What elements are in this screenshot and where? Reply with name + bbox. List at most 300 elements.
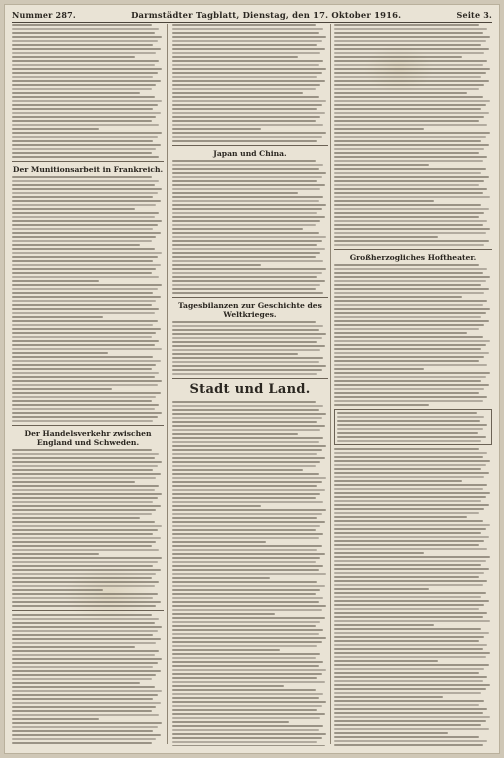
text-line — [12, 694, 158, 696]
text-line — [334, 36, 490, 38]
article-text — [334, 264, 492, 406]
text-line — [172, 373, 317, 375]
text-line — [334, 616, 483, 618]
text-line — [334, 652, 490, 654]
text-line — [334, 644, 487, 646]
text-line — [12, 148, 156, 150]
text-line — [12, 678, 152, 680]
text-line — [172, 493, 320, 495]
text-line — [12, 376, 155, 378]
text-line — [334, 596, 481, 598]
text-line — [334, 736, 479, 738]
text-line — [12, 368, 152, 370]
text-line — [334, 448, 479, 450]
text-line — [12, 52, 156, 54]
text-line — [172, 361, 319, 363]
column-2 — [172, 24, 328, 746]
text-line — [334, 320, 489, 322]
text-line — [334, 552, 424, 554]
text-line — [334, 100, 490, 102]
text-line — [334, 536, 489, 538]
text-line — [334, 288, 489, 290]
text-line — [12, 626, 162, 628]
text-line — [334, 716, 490, 718]
text-line — [12, 216, 155, 218]
text-line — [172, 212, 317, 214]
text-line — [334, 56, 462, 58]
text-line — [12, 453, 159, 455]
text-line — [12, 738, 156, 740]
text-line — [12, 304, 152, 306]
text-line — [334, 740, 487, 742]
text-line — [12, 188, 162, 190]
text-line — [334, 356, 484, 358]
text-line — [12, 505, 161, 507]
text-line — [172, 268, 326, 270]
text-line — [334, 168, 486, 170]
text-line — [12, 412, 162, 414]
text-line — [12, 236, 156, 238]
text-line — [12, 614, 152, 616]
text-line — [172, 188, 320, 190]
text-line — [172, 164, 323, 166]
page-header — [12, 9, 492, 21]
text-line — [337, 412, 477, 414]
text-line — [334, 612, 487, 614]
text-line — [172, 68, 326, 70]
text-line — [12, 392, 161, 394]
text-line — [12, 36, 162, 38]
text-line — [172, 96, 319, 98]
text-line — [172, 665, 319, 667]
text-line — [172, 72, 322, 74]
text-line — [172, 537, 319, 539]
text-line — [172, 325, 323, 327]
text-line — [12, 84, 156, 86]
text-line — [172, 521, 325, 523]
text-line — [334, 312, 486, 314]
text-line — [12, 577, 152, 579]
text-line — [334, 228, 490, 230]
text-line — [12, 702, 161, 704]
text-line — [334, 76, 481, 78]
text-line — [172, 701, 326, 703]
text-line — [172, 541, 266, 543]
text-line — [172, 92, 303, 94]
article-heading: Der Munitionsarbeit in Frankreich. — [12, 165, 164, 174]
article-text — [12, 449, 164, 607]
text-line — [334, 140, 481, 142]
text-line — [172, 401, 316, 403]
text-line — [12, 176, 152, 178]
text-line — [337, 420, 480, 422]
text-line — [172, 357, 323, 359]
text-line — [334, 532, 481, 534]
text-line — [172, 625, 316, 627]
text-line — [172, 345, 325, 347]
text-line — [334, 456, 483, 458]
text-line — [12, 581, 159, 583]
text-line — [12, 260, 153, 262]
text-line — [172, 64, 319, 66]
text-line — [12, 132, 162, 134]
text-line — [334, 376, 486, 378]
text-line — [12, 481, 135, 483]
text-line — [12, 473, 161, 475]
text-line — [172, 617, 325, 619]
text-line — [12, 140, 153, 142]
text-line — [12, 356, 153, 358]
text-line — [172, 597, 323, 599]
text-line — [12, 573, 156, 575]
text-line — [172, 132, 326, 134]
text-line — [172, 124, 323, 126]
text-line — [172, 240, 322, 242]
text-line — [172, 445, 326, 447]
article-text — [12, 24, 164, 158]
text-line — [12, 256, 158, 258]
text-line — [172, 172, 326, 174]
text-line — [172, 248, 325, 250]
text-line — [172, 180, 317, 182]
text-line — [12, 585, 155, 587]
section-rule — [12, 161, 164, 162]
text-line — [334, 152, 479, 154]
header-rule — [12, 22, 492, 23]
text-line — [334, 184, 479, 186]
text-line — [172, 573, 326, 575]
text-line — [172, 677, 317, 679]
text-line — [12, 662, 158, 664]
text-line — [12, 208, 135, 210]
text-line — [12, 541, 156, 543]
text-line — [172, 629, 323, 631]
text-line — [334, 684, 490, 686]
text-line — [334, 516, 467, 518]
text-line — [172, 505, 261, 507]
text-line — [334, 28, 487, 30]
text-line — [334, 232, 486, 234]
text-line — [12, 513, 152, 515]
text-line — [12, 72, 158, 74]
text-line — [334, 284, 481, 286]
text-line — [172, 713, 325, 715]
text-line — [12, 501, 153, 503]
text-line — [12, 404, 159, 406]
text-line — [12, 465, 158, 467]
text-line — [334, 404, 429, 406]
text-line — [172, 565, 323, 567]
text-line — [172, 725, 323, 727]
text-line — [334, 164, 429, 166]
text-line — [172, 112, 325, 114]
text-line — [334, 144, 489, 146]
text-line — [172, 681, 325, 683]
text-line — [334, 676, 487, 678]
text-line — [12, 252, 162, 254]
text-line — [172, 717, 320, 719]
text-line — [172, 200, 319, 202]
text-line — [12, 320, 158, 322]
text-line — [12, 104, 158, 106]
text-line — [12, 674, 156, 676]
text-line — [12, 292, 153, 294]
text-line — [172, 429, 320, 431]
text-line — [12, 509, 156, 511]
text-line — [172, 224, 316, 226]
text-line — [172, 208, 322, 210]
text-line — [172, 513, 322, 515]
text-line — [334, 24, 479, 26]
text-line — [12, 192, 158, 194]
text-line — [172, 176, 322, 178]
text-line — [12, 328, 161, 330]
text-line — [334, 640, 479, 642]
text-line — [172, 485, 317, 487]
text-line — [172, 649, 280, 651]
text-line — [172, 709, 317, 711]
text-line — [12, 288, 158, 290]
text-line — [12, 196, 153, 198]
text-line — [172, 84, 320, 86]
text-line — [12, 348, 162, 350]
text-line — [12, 212, 159, 214]
text-line — [334, 116, 484, 118]
text-line — [334, 124, 487, 126]
text-line — [334, 156, 487, 158]
text-line — [334, 560, 486, 562]
text-line — [172, 473, 319, 475]
text-line — [334, 496, 486, 498]
text-line — [334, 104, 486, 106]
text-line — [172, 437, 323, 439]
text-line — [12, 493, 162, 495]
text-line — [172, 353, 298, 355]
text-line — [12, 622, 155, 624]
article-text — [172, 321, 328, 375]
text-line — [172, 168, 319, 170]
text-line — [172, 196, 323, 198]
text-line — [12, 232, 161, 234]
text-line — [12, 654, 155, 656]
text-line — [12, 400, 152, 402]
text-line — [334, 44, 481, 46]
text-line — [334, 316, 481, 318]
text-line — [334, 108, 481, 110]
text-line — [172, 609, 322, 611]
column-separator — [330, 24, 331, 744]
text-line — [12, 449, 152, 451]
text-line — [334, 52, 484, 54]
text-line — [334, 696, 443, 698]
text-line — [334, 172, 481, 174]
text-line — [334, 624, 434, 626]
text-line — [337, 428, 483, 430]
text-line — [12, 296, 161, 298]
text-line — [172, 465, 316, 467]
text-line — [172, 453, 317, 455]
text-line — [172, 48, 325, 50]
text-line — [172, 341, 317, 343]
text-line — [172, 533, 323, 535]
text-line — [172, 733, 326, 735]
text-line — [334, 656, 486, 658]
text-line — [12, 76, 153, 78]
text-line — [334, 472, 489, 474]
text-line — [334, 176, 489, 178]
text-line — [12, 268, 156, 270]
text-line — [334, 712, 483, 714]
text-line — [172, 585, 325, 587]
text-line — [12, 280, 99, 282]
text-line — [12, 485, 159, 487]
text-line — [334, 576, 479, 578]
text-line — [12, 553, 99, 555]
text-line — [334, 452, 487, 454]
text-line — [12, 521, 155, 523]
text-line — [172, 120, 316, 122]
text-line — [334, 388, 484, 390]
text-line — [12, 461, 162, 463]
text-line — [334, 344, 486, 346]
text-line — [334, 604, 484, 606]
text-line — [172, 657, 316, 659]
text-line — [12, 228, 153, 230]
text-line — [334, 304, 483, 306]
text-line — [172, 481, 322, 483]
text-line — [12, 336, 152, 338]
text-line — [12, 152, 152, 154]
text-line — [334, 480, 462, 482]
text-line — [334, 240, 489, 242]
text-line — [334, 272, 483, 274]
text-line — [12, 682, 140, 684]
text-line — [334, 700, 484, 702]
text-line — [12, 646, 135, 648]
text-line — [172, 321, 316, 323]
text-line — [334, 204, 481, 206]
text-line — [12, 457, 155, 459]
text-line — [172, 549, 317, 551]
text-line — [334, 324, 484, 326]
text-line — [12, 420, 153, 422]
text-line — [12, 529, 158, 531]
text-line — [12, 332, 156, 334]
text-line — [334, 620, 490, 622]
text-line — [12, 96, 155, 98]
text-line — [12, 722, 162, 724]
text-line — [172, 284, 320, 286]
section-rule — [172, 297, 328, 298]
text-line — [12, 200, 161, 202]
text-line — [334, 224, 483, 226]
text-line — [334, 460, 490, 462]
text-line — [12, 264, 161, 266]
text-line — [172, 605, 326, 607]
text-line — [172, 349, 320, 351]
text-line — [172, 28, 323, 30]
text-line — [334, 468, 481, 470]
text-line — [12, 40, 158, 42]
text-line — [334, 268, 487, 270]
text-line — [334, 72, 486, 74]
text-line — [12, 316, 103, 318]
text-line — [334, 544, 479, 546]
text-line — [334, 196, 490, 198]
text-line — [172, 52, 320, 54]
text-line — [334, 112, 489, 114]
text-line — [12, 248, 155, 250]
text-line — [12, 124, 159, 126]
text-line — [12, 24, 152, 26]
text-line — [12, 180, 159, 182]
text-line — [12, 28, 159, 30]
text-line — [12, 136, 158, 138]
text-line — [172, 228, 303, 230]
text-line — [172, 601, 319, 603]
text-line — [334, 308, 490, 310]
text-line — [12, 634, 153, 636]
text-line — [12, 364, 156, 366]
text-line — [334, 564, 481, 566]
text-line — [172, 280, 325, 282]
text-line — [172, 252, 320, 254]
text-line — [172, 409, 319, 411]
text-line — [172, 581, 317, 583]
article-text — [334, 24, 492, 246]
article-heading: Großherzogliches Hoftheater. — [349, 253, 477, 262]
text-line — [12, 360, 161, 362]
text-line — [334, 572, 484, 574]
text-line — [334, 160, 483, 162]
text-line — [12, 344, 155, 346]
text-line — [12, 220, 162, 222]
text-line — [334, 32, 483, 34]
article-text — [334, 448, 492, 746]
text-line — [172, 689, 316, 691]
text-line — [334, 68, 490, 70]
text-line — [12, 565, 153, 567]
text-line — [334, 704, 479, 706]
article-text — [172, 401, 328, 746]
text-line — [172, 457, 325, 459]
text-line — [172, 365, 326, 367]
text-line — [334, 524, 490, 526]
text-line — [334, 368, 424, 370]
text-line — [12, 408, 155, 410]
text-line — [334, 340, 490, 342]
text-line — [172, 737, 322, 739]
text-line — [334, 88, 479, 90]
issue-number: Nummer 287. — [12, 10, 76, 20]
text-line — [12, 601, 161, 603]
text-line — [172, 140, 317, 142]
article-text — [337, 412, 489, 442]
text-line — [334, 92, 467, 94]
section-rule — [172, 145, 328, 146]
text-line — [334, 396, 487, 398]
text-line — [172, 337, 322, 339]
text-line — [12, 128, 99, 130]
text-line — [12, 184, 155, 186]
text-line — [172, 685, 284, 687]
text-line — [334, 60, 487, 62]
text-line — [12, 64, 155, 66]
text-line — [12, 710, 152, 712]
text-line — [172, 553, 325, 555]
text-line — [172, 128, 261, 130]
text-line — [172, 705, 322, 707]
